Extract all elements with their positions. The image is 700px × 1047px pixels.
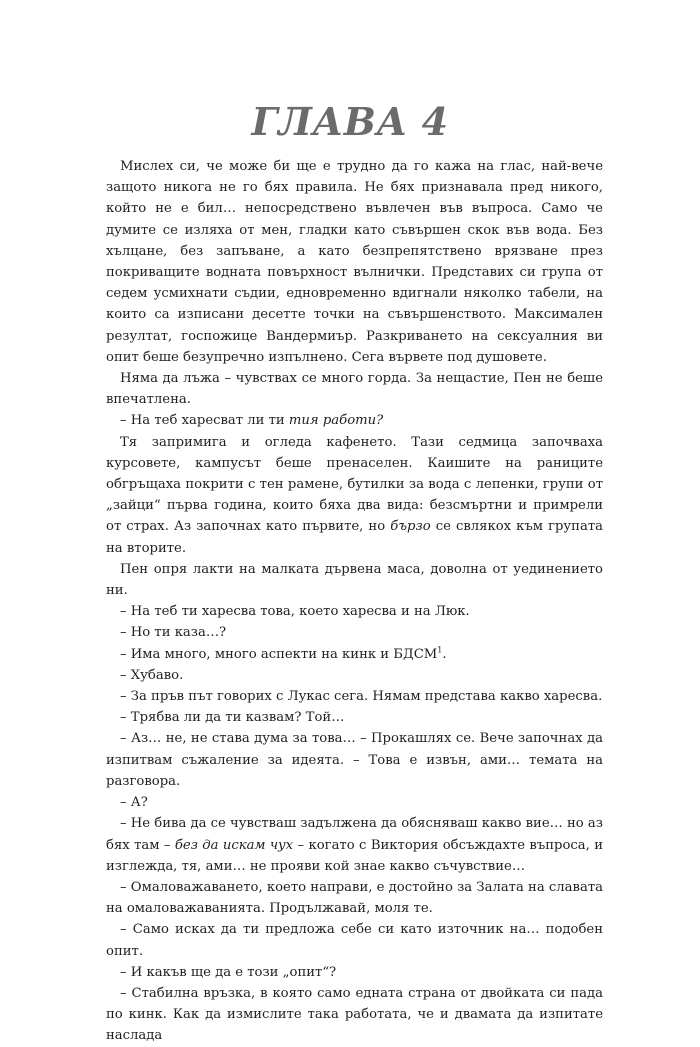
emphasis-text: без да искам чух xyxy=(174,837,294,853)
paragraph: Пен опря лакти на малката дървена маса, доволна от уединението ни. xyxy=(106,561,603,599)
paragraph: – За пръв път говорих с Лукас сега. Нямам представа какво харесва. xyxy=(120,689,603,705)
paragraph: Няма да лъжа – чувствах се много горда. За нещастие, Пен не беше впечатлена. xyxy=(106,371,603,408)
paragraph: – Трябва ли да ти казвам? Той… xyxy=(120,710,345,726)
paragraph xyxy=(106,813,603,877)
emphasis-text: бързо xyxy=(390,519,431,535)
paragraph xyxy=(106,644,603,665)
paragraph: – Омаловажаването, което направи, е достойно за Залата на славата на омаловажаванията. Продължавай, моля те. xyxy=(106,879,603,917)
footnote-marker: 1 xyxy=(437,645,443,655)
paragraph-text: Тя запримига и огледа кафенето. Тази седмица започваха курсовете, кампусът беше пренаселен. Каишите на раниците обгръщаха покрити с тен рамене, бутилки за вода с лепенки, групи от „зайци“ първа година, които бяха два вида: безсмъртни и примрели от страх. Аз започнах като първите, но xyxy=(106,434,603,535)
paragraph xyxy=(106,410,603,431)
paragraph: – Стабилна връзка, в която само едната страна от двойката си пада по кинк. Как да измислите така работата, че и двамата да изпитате наслада xyxy=(106,985,603,1044)
paragraph: – Но ти каза…? xyxy=(120,625,227,641)
paragraph: – Аз… не, не става дума за това… – Прокашлях се. Вече започнах да изпитвам съжаление за идеята. – Това е извън, ами… темата на разговора. xyxy=(106,731,603,789)
dialogue-text: . xyxy=(442,646,447,662)
emphasis-text: тия работи? xyxy=(288,413,384,429)
paragraph-text: се свлякох към групата на вторите. xyxy=(106,519,603,556)
dialogue-text: – Има много, много аспекти на кинк и БДСМ xyxy=(120,646,438,662)
paragraph: – На теб ти харесва това, което харесва и на Люк. xyxy=(120,604,470,620)
chapter-title: ГЛАВА 4 xyxy=(251,99,449,144)
paragraph: – Само исках да ти предложа себе си като източник на… подобен опит. xyxy=(106,922,603,959)
paragraph: – И какъв ще да е този „опит“? xyxy=(120,964,337,980)
dialogue-text: – На теб харесват ли ти xyxy=(120,413,289,429)
paragraph: – А? xyxy=(120,795,148,811)
chapter-body xyxy=(106,156,603,1047)
paragraph: – Хубаво. xyxy=(120,667,184,683)
paragraph xyxy=(106,432,603,559)
dialogue-text: – когато с Виктория обсъждахте въпроса, и изглежда, тя, ами… не прояви кой знае какво съчувствие… xyxy=(106,837,603,874)
paragraph: Мислех си, че може би ще е трудно да го кажа на глас, най-вече защото никога не го бях правила. Не бях признавала пред никого, който не е бил… непосредствено въвлечен във въпроса. Само че думите се изляха от мен, гладки като съвършен скок във вода. Без хълцане, без запъване, а като безпрепятствено врязване през покриващите водната повърхност вълнички. Представих си група от седем усмихнати съдии, едновременно вдигнали няколко табели, на които са изписани десетте точки на съвършенството. Максимален резултат, госпожице Вандермиър. Разкриването на сексуалния ви опит беше безупречно изпълнено. Сега вървете под душовете. xyxy=(106,159,603,365)
dialogue-text: – Не бива да се чувстваш задължена да обясняваш какво вие… но аз бях там – xyxy=(106,816,603,853)
